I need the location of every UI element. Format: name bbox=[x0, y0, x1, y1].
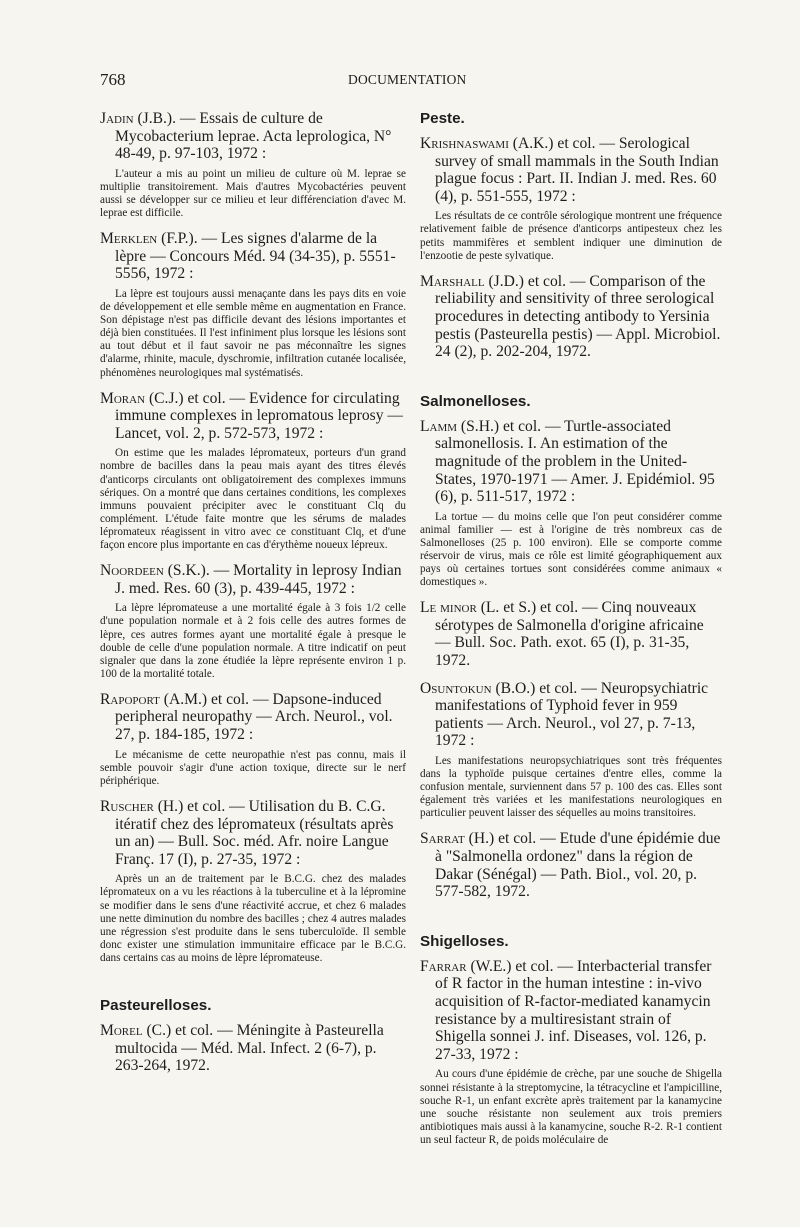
citation-text: (L. et S.) et col. — Cinq nouveaux sérotypes de Salmonella d'origine africaine — Bull. Soc. Path. exot. 65 (I), p. 31-35, 1972. bbox=[435, 599, 704, 670]
citation bbox=[420, 599, 722, 669]
bibliography-entry-rapoport bbox=[100, 691, 406, 788]
author: Ruscher bbox=[100, 797, 154, 815]
citation bbox=[100, 691, 406, 744]
author: Farrar bbox=[420, 957, 467, 975]
page-number: 768 bbox=[100, 70, 126, 89]
citation bbox=[420, 958, 722, 1064]
citation-text: (C.J.) et col. — Evidence for circulating immune complexes in lepromatous leprosy — Lancet, vol. 2, p. 572-573, 1972 : bbox=[115, 389, 403, 442]
citation-text: (W.E.) et col. — Interbacterial transfer of R factor in the human intestine : in-vivo acquisition of R-factor-mediated kanamycin resistance by a multiresistant strain of Shigella sonnei J. inf. Diseases, vol. 126, p. 27-33, 1972 : bbox=[435, 957, 712, 1063]
author: Lamm bbox=[420, 417, 458, 435]
citation-text: (J.D.) et col. — Comparison of the reliability and sensitivity of three serological procedures in detecting antibody to Yersinia pestis (Pasteurella pestis) — Appl. Microbiol. 24 (2), p. 202-204, 1972. bbox=[435, 272, 721, 361]
bibliography-entry-morel bbox=[100, 1022, 406, 1075]
abstract: La lèpre est toujours aussi menaçante dans les pays dits en voie de développement et elle semble même en augmentation en France. Son dépistage n'est pas difficile devant des lésions importantes et déjà bien constituées. Il l'est infiniment plus lorsque les lésions sont au tout début et il faut savoir ne pas méconnaître les signes d'alarme, rhinite, macule, dyschromie, infiltration cutanée localisée, phénomènes neurologiques mal systématisés. bbox=[100, 287, 406, 379]
section-heading-peste: Peste. bbox=[420, 110, 465, 127]
bibliography-entry-le-minor bbox=[420, 599, 722, 669]
bibliography-entry-sarrat bbox=[420, 830, 722, 900]
citation-text: (A.M.) et col. — Dapsone-induced peripheral neuropathy — Arch. Neurol., vol. 27, p. 184-185, 1972 : bbox=[115, 690, 393, 744]
bibliography-entry-farrar bbox=[420, 958, 722, 1147]
citation-text: (S.H.) et col. — Turtle-associated salmonellosis. I. An estimation of the magnitude of the problem in the United-States, 1970-1971 — Amer. J. Epidémiol. 95 (6), p. 511-517, 1972 : bbox=[435, 417, 715, 506]
abstract: On estime que les malades lépromateux, porteurs d'un grand nombre de bacilles dans la peau mais ayant des titres élevés d'anticorps circulants ont obligatoirement des complexes immuns sériques. On a montré que dans certaines conditions, les complexes immuns pouvaient précipiter avec le constituant Clq du complément. L'étude faite montre que les sérums de malades lépromateux réagissent in vitro avec ce constituant Clq, et d'une façon encore plus importante en cas d'érythème noueux lépreux. bbox=[100, 447, 406, 552]
citation bbox=[420, 135, 722, 205]
author: Sarrat bbox=[420, 830, 465, 848]
bibliography-entry-ruscher bbox=[100, 798, 406, 965]
abstract: La tortue — du moins celle que l'on peut considérer comme animal familier — est à l'origine de très nombreux cas de Salmonelloses (25 p. 100 environ). Elle se comporte comme réservoir de virus, mais ce rôle est limité géographiquement aux pays où certaines tortues sont considérées comme animaux « domestiques ». bbox=[420, 510, 722, 589]
bibliography-entry-merklen bbox=[100, 230, 406, 379]
abstract: Les manifestations neuropsychiatriques sont très fréquentes dans la typhoïde puisque certaines d'entre elles, comme la confusion mentale, surviennent dans 57 p. 100 des cas. Elles sont également très variées et les manifestations neurologiques en particulier peuvent laisser des séquelles au moins transitoires. bbox=[420, 755, 722, 820]
citation bbox=[100, 562, 406, 597]
right-column bbox=[420, 110, 722, 1157]
bibliography-entry-marshall bbox=[420, 273, 722, 361]
citation-text: (B.O.) et col. — Neuropsychiatric manifestations of Typhoid fever in 959 patients — Arch. Neurol., vol 27, p. 7-13, 1972 : bbox=[435, 679, 709, 750]
citation bbox=[420, 418, 722, 506]
citation-text: (C.) et col. — Méningite à Pasteurella multocida — Méd. Mal. Infect. 2 (6-7), p. 263-264, 1972. bbox=[115, 1021, 384, 1075]
author: Merklen bbox=[100, 230, 158, 248]
left-column bbox=[100, 110, 406, 1085]
bibliography-entry-lamm bbox=[420, 418, 722, 590]
citation bbox=[420, 830, 722, 900]
citation bbox=[420, 680, 722, 750]
bibliography-entry-noordeen bbox=[100, 562, 406, 681]
author: Moran bbox=[100, 389, 146, 407]
citation-text: (A.K.) et col. — Serological survey of small mammals in the South Indian plague focus : Part. II. Indian J. med. Res. 60 (4), p. 551-555, 1972 : bbox=[435, 135, 719, 205]
bibliography-entry-krishnaswami bbox=[420, 135, 722, 263]
author: Rapoport bbox=[100, 690, 160, 708]
page-header bbox=[100, 70, 720, 98]
section-heading-salmonelloses: Salmonelloses. bbox=[420, 392, 531, 410]
citation-text: (S.K.). — Mortality in leprosy Indian J. med. Res. 60 (3), p. 439-445, 1972 : bbox=[115, 562, 402, 597]
bibliography-entry-jadin bbox=[100, 110, 406, 220]
author: Le minor bbox=[420, 599, 477, 617]
citation bbox=[100, 1022, 406, 1075]
abstract: Le mécanisme de cette neuropathie n'est pas connu, mais il semble pouvoir s'agir d'une action toxique, directe sur le nerf périphérique. bbox=[100, 748, 406, 787]
author: Jadin bbox=[100, 110, 134, 127]
citation-text: (J.B.). — Essais de culture de Mycobacterium leprae. Acta leprologica, N° 48-49, p. 97-103, 1972 : bbox=[115, 110, 392, 163]
citation bbox=[100, 110, 406, 163]
citation-text: (F.P.). — Les signes d'alarme de la lèpre — Concours Méd. 94 (34-35), p. 5551-5556, 1972 : bbox=[115, 230, 396, 283]
author: Krishnaswami bbox=[420, 135, 509, 152]
author: Osuntokun bbox=[420, 679, 492, 697]
section-heading-shigelloses: Shigelloses. bbox=[420, 932, 509, 950]
citation bbox=[100, 230, 406, 283]
citation bbox=[100, 798, 406, 868]
section-heading-pasteurelloses: Pasteurelloses. bbox=[100, 996, 212, 1014]
author: Morel bbox=[100, 1021, 143, 1039]
author: Marshall bbox=[420, 272, 485, 290]
citation bbox=[420, 273, 722, 361]
bibliography-entry-osuntokun bbox=[420, 680, 722, 821]
bibliography-entry-moran bbox=[100, 390, 406, 553]
abstract: La lèpre lépromateuse a une mortalité égale à 3 fois 1/2 celle d'une population normale et à 2 fois celle des autres formes de lèpre, ces autres formes ayant une mortalité égale à presque le double de celle d'une population normale. A titre indicatif on peut signaler que dans la zone étudiée la lèpre représente environ 1 p. 100 de la mortalité totale. bbox=[100, 602, 406, 680]
citation-text: (H.) et col. — Etude d'une épidémie due à "Salmonella ordonez" dans la région de Dakar (Sénégal) — Path. Biol., vol. 20, p. 577-582, 1972. bbox=[435, 830, 721, 901]
abstract: Les résultats de ce contrôle sérologique montrent une fréquence relativement faible de présence d'anticorps antipesteux chez les petits mammifères et semblent indiquer une diminution de l'enzootie de peste sylvatique. bbox=[420, 210, 722, 262]
citation bbox=[100, 390, 406, 443]
author: Noordeen bbox=[100, 562, 164, 580]
citation-text: (H.) et col. — Utilisation du B. C.G. itératif chez des lépromateux (résultats après un an) — Bull. Soc. méd. Afr. noire Langue Franç. 17 (I), p. 27-35, 1972 : bbox=[115, 797, 394, 868]
abstract: Après un an de traitement par le B.C.G. chez des malades lépromateux on a vu les réactions à la tuberculine et à la lépromine se modifier dans le sens d'une réactivité accrue, et chez 6 malades une nette diminution du nombre des bacilles ; chez 4 autres malades une régression s'est produite dans le sens tuberculoïde. Il semble donc exister une stimulation immunitaire efficace par le B.C.G. dans certains cas au moins de lèpre lépromateuse. bbox=[100, 873, 406, 964]
abstract: L'auteur a mis au point un milieu de culture où M. leprae se multiplie transitoirement. Mais d'autres Mycobactéries peuvent aussi se développer sur ce milieu et leur différenciation d'avec M. leprae est difficile. bbox=[100, 167, 406, 220]
abstract: Au cours d'une épidémie de crèche, par une souche de Shigella sonnei résistante à la streptomycine, la tétracycline et l'ampicilline, souche R-1, un enfant excrète après traitement par la kanamycine une souche résistante non seulement aux trois premiers antibiotiques mais aussi à la kanamycine, souche R-2. R-1 contient un seul facteur R, de poids moléculaire de bbox=[420, 1068, 722, 1146]
running-title: DOCUMENTATION bbox=[348, 72, 467, 87]
